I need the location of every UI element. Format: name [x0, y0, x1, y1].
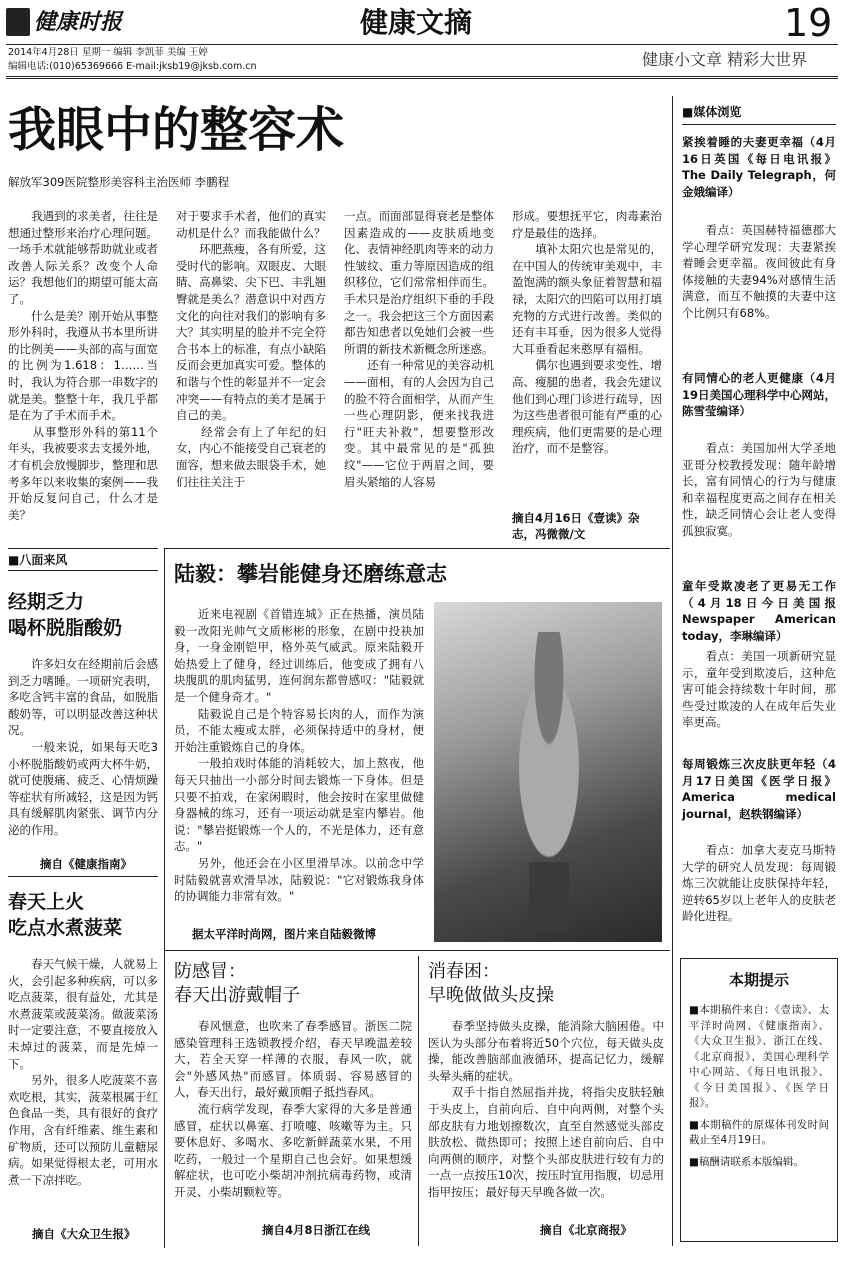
- left-a1-source: 摘自《健康指南》: [40, 857, 132, 871]
- left-divider: [8, 876, 158, 877]
- media-item-2-title: 有同情心的老人更健康（4月19日美国心理科学中心网站，陈雪莹编译）: [682, 371, 837, 419]
- media-item-1-body: 看点：英国赫特福德郡大学心理学研究发现：夫妻紧挨着睡会更幸福。夜间彼此有身体接触的夫妻94%对感情生活满意，而互不触摸的夫妻中这个比例只有68%。: [682, 223, 836, 320]
- header-rule-bottom: [6, 76, 838, 79]
- lu-article-title: 陆毅：攀岩能健身还磨练意志: [174, 562, 447, 586]
- left-a2-title-2: 吃点水煮菠菜: [8, 917, 123, 939]
- notice-p3: ■稿酬请联系本版编辑。: [689, 1155, 804, 1168]
- left-section-rule: [8, 548, 158, 549]
- right-column-rule: [672, 96, 673, 1246]
- notice-p1: ■本期稿件来自：《壹读》、太平洋时尚网、《健康指南》、《大众卫生报》、浙江在线、《北京商报》、美国心理科学中心网站、《每日电讯报》、《今日美国报》、《医学日报》。: [689, 1004, 829, 1109]
- left-a1-title-2: 喝杯脱脂酸奶: [8, 617, 123, 639]
- main-article-col-1: 我遇到的求美者，往往是想通过整形来治疗心理问题。一场手术就能够帮助就业或者改善人际关系？改变个人命运？我想他们的期望可能太高了。 什么是美？刚开始从事整形外科时，我遵从书本里所讲的比例美——头部的高与面宽的比例为1.618：1……当时，我认为符合那一串数字的就是美。整整十年，我几乎都是在为了手术而手术。 从事整形外科的第11个年头，我被要求去支援外地，才有机会放慢脚步，整理和思考多年以来收集的案例——我开始反复问自己，什么才是美？: [8, 209, 158, 522]
- notice-p2: ■本期稿件的原煤体刊发时间截止至4月19日。: [689, 1118, 829, 1146]
- left-a1-title-1: 经期乏力: [8, 591, 85, 613]
- left-a1-body: 许多妇女在经期前后会感到乏力嗜睡。一项研究表明，多吃含钙丰富的食品，如脱脂酸奶等，可以明显改善这种状况。 一般来说，如果每天吃3小杯脱脂酸奶或两大杯牛奶，就可使腹痛、疲乏、心情烦躁等症状有所减轻，这是因为钙具有缓解肌肉紧张、调节内分泌的作用。: [8, 657, 158, 837]
- masthead-name: 健康时报: [34, 9, 123, 35]
- main-article-byline: 解放军309医院整形美容科主治医师 李鹏程: [8, 175, 230, 189]
- bottom-a2-title-2: 早晚做做头皮操: [428, 985, 554, 1006]
- notice-title: 本期提示: [728, 971, 789, 989]
- header-meta-1: 2014年4月28日 星期一 编辑 李凯菲 美编 王婷: [8, 47, 208, 58]
- bottom-a1-title-2: 春天出游戴帽子: [174, 985, 300, 1006]
- bottom-a1-source: 摘自4月8日浙江在线: [262, 1223, 371, 1237]
- bottom-column-rule: [418, 956, 419, 1246]
- masthead-logo: [6, 8, 30, 36]
- media-item-2-body: 看点：美国加州大学圣地亚哥分校教授发现：随年龄增长，富有同情心的行为与健康和幸福程度更高之间存在相关性，缺乏同情心会让老人变得孤独寂寞。: [682, 441, 836, 538]
- right-section-label-text: 媒体浏览: [693, 105, 742, 119]
- main-article-title: 我眼中的整容术: [8, 102, 345, 158]
- photo-figure: [494, 632, 604, 932]
- right-section-label: ■媒体浏览: [682, 105, 742, 119]
- media-item-4-body: 看点：加拿大麦克马斯特大学的研究人员发现：每周锻炼三次就能让皮肤保持年轻，逆转65岁以上老年人的皮肤老龄化进程。: [682, 843, 836, 924]
- left-a2-title-1: 春天上火: [8, 891, 85, 913]
- left-section-label-text: 八面来风: [19, 553, 68, 567]
- bottom-a1-title-1: 防感冒：: [174, 961, 246, 982]
- right-section-rule: [682, 124, 836, 125]
- divider-main: [164, 548, 670, 549]
- main-article-col-4: 形成。要想抚平它，肉毒素治疗是最佳的选择。 填补太阳穴也是常见的，在中国人的传统审美观中，丰盈饱满的额头象征着智慧和福禄，太阳穴的凹陷可以用打填充物的方式进行改善。类似的还有丰耳垂，因为很多人觉得大耳垂看起来憨厚有福相。 偶尔也遇到要求变性、增高、瘦腿的患者，我会先建议他们到心理门诊进行疏导，因为这些患者很可能有严重的心理疾病，他们更需要的是心理治疗，而不是整容。: [512, 209, 662, 456]
- main-article-col-3: 一点。而面部显得衰老是整体因素造成的——皮肤质地变化、表情神经肌肉等来的动力性皱纹、重力等原因造成的组织移位，它们常常相伴而生。手术只是治疗组织下垂的手段之一。我会把这三个方面因素都告知患者以免她们会被一些所谓的新技术新概念所迷惑。 还有一种常见的美容动机——面相，有的人会因为自己的脸不符合面相学，从而产生一些心理阴影，便来找我进行"旺夫补救"，想要整形改变。其中最常见的是"孤独纹"——它位于两眉之间，要眉头紧缩的人容易: [344, 209, 494, 489]
- bottom-divider: [164, 950, 670, 951]
- left-a2-body: 春天气候干燥，人就易上火，会引起多种疾病，可以多吃点菠菜，很有益处，尤其是水煮菠菜或菠菜汤。做菠菜汤时一定要注意，不要直接放入未焯过的菠菜，而是先焯一下。 另外，很多人吃菠菜不喜欢吃根，其实，菠菜根属于红色食品一类，具有很好的食疗作用，含有纤维素、维生素和矿物质，还可以预防儿童糖尿病。如果觉得根太老，可用水煮一下凉拌吃。: [8, 957, 158, 1187]
- lu-article-body: 近来电视剧《首错连城》正在热播，演员陆毅一改阳光帅气文质彬彬的形象，在剧中投袂加身，一身金刚铠甲，格外英气威武。原来陆毅开始热爱上了健身，经过训练后，他变成了拥有八块腹肌的肌肉猛男，连何润东都曾感叹："陆毅就是一个健身奇才。" 陆毅说自己是个特容易长肉的人，而作为演员，不能太瘦或太胖，必须保持适中的身材，便开始注重锻炼自己的身体。 一般拍戏时体能的消耗较大，加上熬夜，他每天只抽出一小部分时间去锻炼一下身体。但是只要不拍戏，在家闲暇时，他会按时在家里做健身器械的练习，还有一项运动就是室内攀岩。他说："攀岩挺锻炼一个人的，不光是体力，还有意志。" 另外，他还会在小区里滑旱冰。以前念中学时陆毅就喜欢滑旱冰，陆毅说："它对锻炼我身体的协调能力非常有效。": [174, 607, 424, 904]
- media-item-4-title: 每周锻炼三次皮肤更年轻（4月17日美国《医学日报》America medical journal，赵轶钢编译）: [682, 757, 841, 821]
- bottom-a1-body: 春风惬意，也吹来了春季感冒。浙医二院感染管理科王选锁教授介绍，春天早晚温差较大，若全天穿一样薄的衣服，春风一吹，就会"外感风热"而感冒。体质弱、容易感冒的人，春天出行，最好戴顶帽子抵挡春风。 流行病学发现，春季大家得的大多是普通感冒，症状以鼻塞、打喷嚏、咳嗽等为主。只要休息好、多喝水、多吃新鲜蔬菜水果，不用吃药，一般过一个星期自己也会好。如果想缓解症状，也可吃小柴胡冲剂抗病毒药物，或清开灵、小柴胡颗粒等。: [174, 1019, 412, 1199]
- header-slogan: 健康小文章 精彩大世界: [642, 50, 808, 69]
- left-section-label: ■八面来风: [8, 553, 68, 567]
- media-item-3-title: 童年受欺凌老了更易无工作（4月18日今日美国报Newspaper American today，李琳编译）: [682, 579, 841, 643]
- bottom-a2-title-1: 消春困：: [428, 961, 500, 982]
- left-column-rule: [164, 548, 165, 1248]
- left-section-rule-2: [8, 570, 158, 571]
- main-article-col-2: 对于要求手术者，他们的真实动机是什么？而我能做什么？ 环肥燕瘦，各有所爱，这受时代的影响。双眼皮、大眼睛、高鼻梁、尖下巴、丰乳翘臀就是美么？潜意识中对西方文化的向往对我们的影响有多大？其实明星的脸并不完全符合书本上的标准，有点小缺陷反而会更加真实可爱。整体的和谐与个性的彰显并不一定会冲突——有特点的美才是属于自己的美。 经常会有上了年纪的妇女，内心不能接受自己衰老的面容，想来做去眼袋手术，她们往往关注于: [176, 209, 326, 489]
- lu-article-source: 据太平洋时尚网，图片来自陆毅微博: [192, 927, 376, 941]
- page-section-title: 健康文摘: [360, 6, 473, 39]
- bottom-a2-source: 摘自《北京商报》: [540, 1223, 632, 1237]
- left-a2-source: 摘自《大众卫生报》: [32, 1227, 136, 1241]
- lu-yi-photo: [434, 602, 662, 942]
- notice-box: [680, 958, 838, 1242]
- header-rule-top: [6, 44, 838, 45]
- header-meta-2: 编辑电话:(010)65369666 E-mail:jksb19@jksb.com.cn: [8, 61, 257, 72]
- media-item-3-body: 看点：美国一项新研究显示，童年受到欺凌后，这种危害可能会持续数十年时间，那些受过欺凌的人在成年后失业率更高。: [682, 649, 836, 730]
- media-item-1-title: 紧挨着睡的夫妻更幸福（4月16日英国《每日电讯报》The Daily Telegraph，何金娥编译）: [682, 135, 836, 199]
- main-article-source: 摘自4月16日《壹读》杂志，冯微微/文: [512, 511, 640, 541]
- bottom-a2-body: 春季坚持做头皮操，能消除大脑困倦。中医认为头部分布着将近50个穴位，每天做头皮操，能改善脑部血液循环，提高记忆力，缓解头晕头痛的症状。 双手十指自然屈指并拢，将指尖皮肤轻触于头皮上，自前向后、自中向两侧，对整个头部皮肤有力地划擦数次，直至自然感觉头部皮肤放松、微热即可；按照上述自前向后、自中向两侧的顺序，对整个头部皮肤进行较有力的一点一点按压10次，按压时宜用指腹，切忌用指甲按压；最好每天早晚各做一次。: [428, 1019, 664, 1199]
- page-number: 19: [784, 1, 833, 45]
